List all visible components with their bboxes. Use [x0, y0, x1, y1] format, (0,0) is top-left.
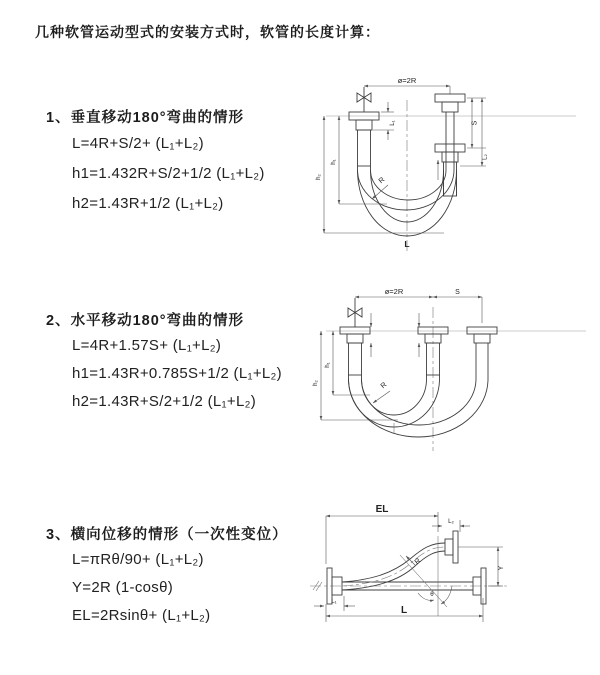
diagram-lateral-displacement: [298, 498, 600, 662]
d1-dim-label-h1: h₁: [330, 159, 337, 165]
d2-r-leader: [373, 380, 390, 403]
section-3-formula-EL: EL=2Rsinθ+ (L₁+L₂): [72, 607, 211, 624]
d1-centerline: [326, 100, 576, 254]
page-title: 几种软管运动型式的安装方式时，软管的长度计算：: [35, 24, 380, 40]
section-2-heading: 2、水平移动180°弯曲的情形: [46, 313, 245, 329]
d2-top-dimension: [355, 287, 482, 323]
d2-dim-label-h2: h₂: [312, 380, 319, 386]
section-1-formula-L: L=4R+S/2+ (L₁+L₂): [72, 135, 204, 152]
d1-dim-label-width: ø=2R: [397, 76, 417, 85]
d1-right-fittings: [435, 94, 465, 196]
d2-small-arrows: [371, 313, 419, 357]
d1-dim-label-h2: h₂: [315, 174, 322, 180]
d2-hose-arcs: [349, 343, 489, 437]
d2-fittings: [340, 327, 497, 375]
diagram-horizontal-180-bend: [308, 283, 600, 459]
d3-dim-label-y: Y: [498, 565, 505, 571]
d1-dim-label-s: S: [471, 120, 479, 126]
d1-valve-icon: [357, 87, 371, 112]
section-2-formula-L: L=4R+1.57S+ (L₁+L₂): [72, 337, 222, 354]
d1-left-fitting: [349, 112, 379, 166]
d3-l1-dimension: [314, 596, 355, 611]
d2-dim-label-h1: h₁: [324, 362, 331, 368]
d3-dim-label-el: EL: [375, 504, 389, 515]
d1-dim-label-r: R: [376, 174, 387, 186]
section-2-formula-h2: h2=1.43R+S/2+1/2 (L₁+L₂): [72, 393, 257, 410]
d1-dim-label-l2: L₂: [482, 154, 489, 160]
section-1-heading: 1、垂直移动180°弯曲的情形: [46, 110, 245, 126]
d3-dim-label-theta: θ: [430, 591, 434, 598]
d3-dim-label-l1: L₁: [331, 598, 337, 605]
d3-l-dimension: [326, 598, 483, 622]
d1-r-leader: [372, 175, 388, 199]
d2-dim-label-r: R: [378, 379, 389, 391]
d2-valve-icon: [348, 298, 362, 327]
d1-l1-dimension: [373, 102, 396, 140]
d3-y-dimension: [458, 547, 505, 586]
d2-dim-label-s: S: [455, 289, 460, 296]
d3-centerline: [310, 581, 508, 591]
section-1-formula-h1: h1=1.432R+S/2+1/2 (L₁+L₂): [72, 165, 265, 182]
d2-centerlines: [326, 307, 586, 451]
d1-dim-label-l: L: [404, 239, 410, 249]
d3-theta-construction: [400, 536, 452, 616]
d3-dim-label-l2: L₂: [448, 518, 454, 525]
diagram-vertical-180-bend: [312, 70, 590, 262]
d1-dim-label-l1: L₁: [389, 120, 396, 126]
d3-dim-label-r: R: [412, 555, 423, 567]
d2-h-dimensions: [312, 331, 398, 420]
section-1-formula-h2: h2=1.43R+1/2 (L₁+L₂): [72, 195, 224, 212]
d3-hose-curve: [342, 543, 445, 590]
d3-upper-fitting: [445, 531, 458, 563]
d2-dim-label-width: ø=2R: [384, 287, 404, 296]
section-3-heading: 3、横向位移的情形（一次性变位）: [46, 527, 288, 543]
section-2-formula-h1: h1=1.43R+0.785S+1/2 (L₁+L₂): [72, 365, 282, 382]
section-3-formula-Y: Y=2R (1-cosθ): [72, 579, 174, 596]
section-3-formula-L: L=πRθ/90+ (L₁+L₂): [72, 551, 204, 568]
d3-dim-label-l: L: [400, 605, 408, 616]
d1-top-dimension: [364, 76, 450, 94]
d1-s-dimension: [460, 98, 489, 166]
